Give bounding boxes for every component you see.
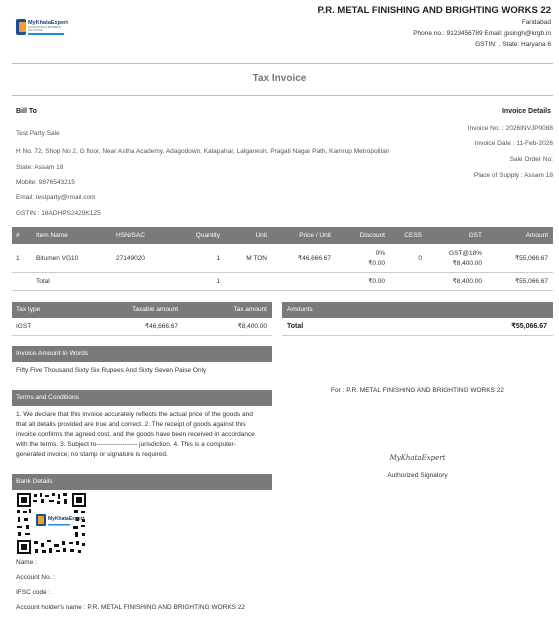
divider	[12, 95, 553, 96]
bill-to-mobile: Mobile: 9876543215	[16, 179, 75, 186]
tax-header-tax: Tax amount	[233, 306, 267, 313]
amount-in-words-heading: Invoice Amount In Words	[16, 350, 89, 357]
bank-account-holder: Account holder's name : P.R. METAL FINISHING AND BRIGHTING WORKS 22	[16, 604, 246, 611]
bank-name: Name :	[16, 559, 37, 566]
company-logo	[16, 17, 68, 37]
logo-tagline: ACCOUNTING & BUSINESS SOLUTIONS	[27, 25, 61, 32]
amount-in-words: Fifty Five Thousand Sixty Six Rupees And Sixty Seven Paise Only	[16, 367, 207, 374]
bill-to-party: Test Party Sale	[16, 130, 60, 137]
bill-to-gstin: GSTIN : 18ADHPS2429K1Z5	[16, 210, 101, 217]
total-label: Total	[36, 278, 50, 285]
col-header-quantity: Quantity	[195, 232, 220, 239]
logo-underline	[28, 33, 64, 35]
tax-summary-header	[12, 302, 272, 318]
row-gst-amt: ₹8,400.00	[452, 260, 482, 267]
row-price: ₹46,666.67	[297, 255, 331, 262]
signatory-for-line: For : P.R. METAL FINISHING AND BRIGHTING WORKS 22	[331, 387, 504, 394]
table-row	[12, 246, 553, 272]
row-cess: 0	[418, 255, 422, 262]
total-discount: ₹0.00	[368, 278, 385, 285]
row-unit: M TON	[246, 255, 267, 262]
terms-heading: Terms and Conditions	[16, 394, 79, 401]
row-discount-pct: 0%	[375, 250, 385, 257]
total-gst: ₹8,400.00	[452, 278, 482, 285]
bank-details-header	[12, 474, 272, 490]
total-amount: ₹55,066.67	[514, 278, 548, 285]
col-header-num: #	[16, 232, 20, 239]
qr-code-icon	[16, 492, 87, 555]
col-header-item: Item Name	[36, 232, 68, 239]
row-discount-amt: ₹0.00	[368, 260, 385, 267]
row-gst-rate: GST@18%	[449, 250, 482, 257]
amounts-heading: Amounts	[287, 306, 313, 313]
invoice-date: Invoice Date : 11-Feb-2026	[474, 140, 553, 147]
amounts-total-row	[282, 318, 553, 336]
table-total-row	[12, 273, 553, 290]
seller-city: Faridabad	[521, 19, 551, 26]
seller-info	[318, 5, 551, 50]
col-header-cess: CESS	[404, 232, 422, 239]
bank-ifsc: IFSC code :	[16, 589, 51, 596]
bill-to-state: State: Assam 18	[16, 164, 64, 171]
col-header-hsn: HSN/SAC	[116, 232, 145, 239]
tax-amount: ₹8,400.00	[237, 323, 267, 330]
row-num: 1	[16, 255, 20, 262]
amounts-header	[282, 302, 553, 318]
row-item-name: Bitumen VG10	[36, 255, 79, 262]
place-of-supply: Place of Supply : Assam 18	[473, 172, 553, 179]
bill-to-heading: Bill To	[16, 108, 37, 115]
invoice-number: Invoice No. : 2026INVJP0088	[467, 125, 553, 132]
terms-line: 1. We declare that this invoice accurately reflects the actual price of the goods and	[16, 411, 253, 418]
amount-in-words-header	[12, 346, 272, 362]
invoice-details-heading: Invoice Details	[501, 108, 551, 115]
amounts-total-label: Total	[287, 323, 304, 330]
col-header-discount: Discount	[359, 232, 385, 239]
tax-type: IGST	[16, 323, 32, 330]
seller-contact: Phone no.: 9123456789 Email: jpsingh@krgb.in	[413, 30, 551, 37]
logo-name: MyKhataExpert	[27, 19, 68, 26]
terms-line: with the terms. 3. Subject to------------------- jurisdiction. 4. This is a computer-	[16, 441, 236, 448]
items-table-header	[12, 227, 553, 244]
bill-to-address: H No. 72, Shop No 2, G floor, Near Astha Academy, Adagodown, Kalapahar, Lalganesh, Pragati Nagar Path, Kamrup Metropolitan	[16, 148, 390, 155]
qr-logo-text: MyKhataExpert	[48, 516, 85, 522]
taxable-amount: ₹46,666.67	[144, 323, 178, 330]
col-header-gst: GST	[468, 232, 482, 239]
seller-gstin: GSTIN: , State: Haryana 6	[475, 41, 551, 48]
row-amount: ₹55,066.67	[514, 255, 548, 262]
terms-line: that all details provided are true and correct. 2. The receipt of goods against this	[16, 421, 246, 428]
divider	[12, 63, 553, 64]
col-header-amount: Amount	[525, 232, 548, 239]
sale-order-number: Sale Order No:	[509, 156, 553, 163]
seller-name: P.R. METAL FINISHING AND BRIGHTING WORKS 22	[317, 5, 551, 16]
row-hsn: 27149020	[116, 255, 145, 262]
terms-line: invoice confirms the agreed cost, and the goods have been received in accordance	[16, 431, 255, 438]
logo-mark-icon	[16, 19, 26, 35]
divider	[12, 290, 553, 291]
tax-summary-row	[12, 318, 272, 336]
document-title: Tax Invoice	[252, 73, 307, 84]
tax-header-type: Tax type	[16, 306, 41, 313]
amounts-total-value: ₹55,066.67	[511, 323, 547, 330]
bank-account: Account No. :	[16, 574, 56, 581]
bank-details-heading: Bank Details	[16, 478, 53, 485]
bill-to-email: Email: testparty@rmail.com	[16, 194, 96, 201]
terms-header	[12, 390, 272, 406]
total-quantity: 1	[216, 278, 220, 285]
terms-text	[16, 410, 272, 460]
signature: MyKhataExpert	[389, 454, 446, 462]
row-quantity: 1	[216, 255, 220, 262]
col-header-price: Price / Unit	[299, 232, 331, 239]
terms-line: generated invoice; no stamp or signature is required.	[16, 451, 168, 458]
col-header-unit: Unit	[255, 232, 267, 239]
tax-header-taxable: Taxable amount	[132, 306, 178, 313]
authorized-signatory-label: Authorized Signatory	[387, 472, 448, 479]
